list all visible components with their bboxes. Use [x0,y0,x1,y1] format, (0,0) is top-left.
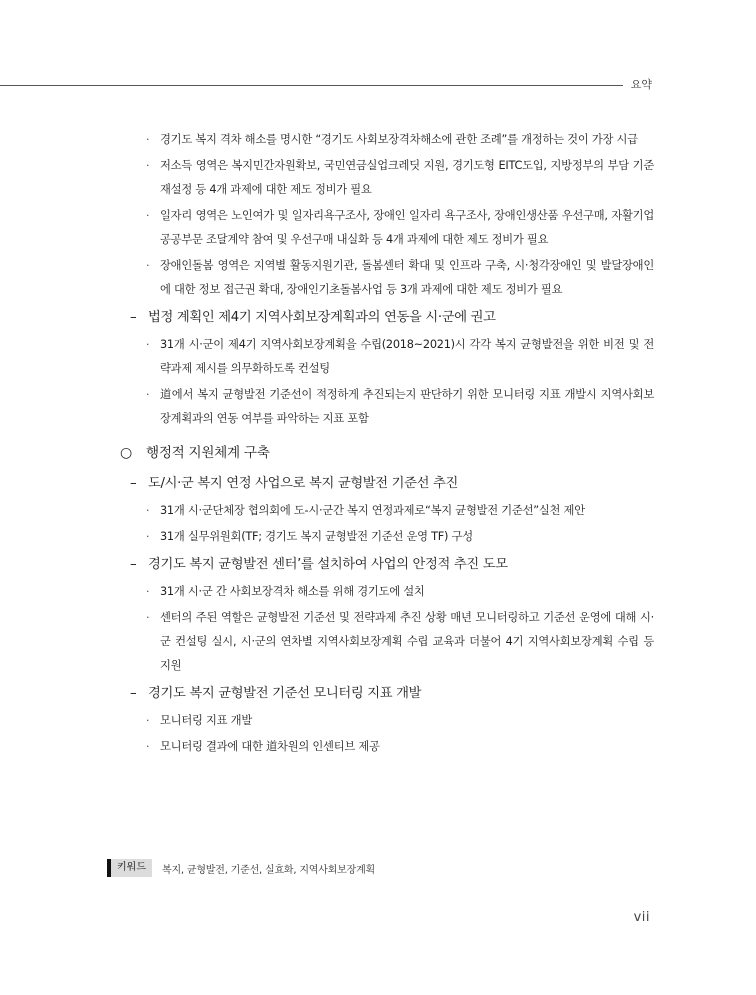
item-text: 경기도 복지 균형발전 센터’를 설치하여 사업의 안정적 추진 도모 [148,557,508,572]
header-rule [0,85,623,86]
item-text: 모니터링 지표 개발 [160,714,252,727]
item-text: 경기도 복지 격차 해소를 명시한 “경기도 사회보장격차해소에 관한 조례”를 개정하는 것이 가장 시급 [160,133,638,146]
bullet-item [120,204,654,252]
item-text: 31개 시·군단체장 협의회에 도-시·군간 복지 연정과제로“복지 균형발전 기준선”실천 제안 [160,504,585,517]
bullet-marker: · [146,714,150,727]
bullet-marker: · [146,611,150,624]
item-text: 31개 실무위원회(TF; 경기도 복지 균형발전 기준선 운영 TF) 구성 [160,530,473,543]
dash-marker: – [130,310,137,325]
bullet-marker: · [146,259,150,272]
item-text: 저소득 영역은 복지민간자원확보, 국민연금실업크레딧 지원, 경기도형 EITC도입, 지방정부의 부담 기준 재설정 등 4개 과제에 대한 제도 정비가 필요 [160,159,654,196]
item-text: 모니터링 결과에 대한 道차원의 인센티브 제공 [160,740,380,753]
item-text: 경기도 복지 균형발전 기준선 모니터링 지표 개발 [148,686,422,701]
item-text: 장애인돌봄 영역은 지역별 활동지원기관, 돌봄센터 확대 및 인프라 구축, 시·청각장애인 및 발달장애인에 대한 정보 접근권 확대, 장애인기초돌봄사업 등 3개 과제에 대한 제도 정비가 필요 [160,259,654,296]
bullet-marker: · [146,504,150,517]
dash-item [120,304,654,331]
bullet-item [120,333,654,381]
summary-content [120,128,654,761]
item-text: 센터의 주된 역할은 균형발전 기준선 및 전략과제 추진 상황 매년 모니터링하고 기준선 운영에 대해 시·군 컨설팅 실시, 시·군의 연차별 지역사회보장계획 수립 교육과 더불어 4기 지역사회보장계획 수립 등 지원 [160,611,654,672]
bullet-marker: · [146,209,150,222]
bullet-item [120,580,654,604]
bullet-item [120,499,654,523]
bullet-marker: · [146,159,150,172]
item-text: 법정 계획인 제4기 지역사회보장계획과의 연동을 시·군에 권고 [148,310,496,325]
dash-marker: – [130,557,137,572]
dash-item [120,680,654,707]
bullet-item [120,606,654,678]
dash-item [120,470,654,497]
keyword-list: 복지, 균형발전, 기준선, 실효화, 지역사회보장계획 [161,864,376,876]
item-text: 도/시·군 복지 연정 사업으로 복지 균형발전 기준선 추진 [148,476,459,491]
dash-marker: – [130,686,137,701]
bullet-item [120,383,654,431]
bullet-marker: · [146,530,150,543]
item-text: 31개 시·군이 제4기 지역사회보장계획을 수립(2018~2021)시 각각 복지 균형발전을 위한 비전 및 전략과제 제시를 의무화하도록 컨설팅 [160,338,654,375]
bullet-marker: · [146,740,150,753]
bullet-item [120,154,654,202]
bullet-marker: · [146,133,150,146]
dash-item [120,551,654,578]
item-text: 일자리 영역은 노인여가 및 일자리욕구조사, 장애인 일자리 욕구조사, 장애인생산품 우선구매, 자활기업 공공부문 조달계약 참여 및 우선구매 내실화 등 4개 과제에 대한 제도 정비가 필요 [160,209,654,246]
circle-marker: ○ [120,445,132,461]
dash-marker: – [130,476,137,491]
bullet-marker: · [146,338,150,351]
bullet-item [120,128,654,152]
section-heading [120,439,654,468]
bullet-item [120,525,654,549]
item-text: 31개 시·군 간 사회보장격차 해소를 위해 경기도에 설치 [160,585,425,598]
keyword-tag: 키워드 [107,859,152,877]
page-number: vii [633,910,650,925]
bullet-item [120,735,654,759]
section-label: 요약 [630,78,652,91]
bullet-item [120,709,654,733]
keyword-bar [107,859,375,877]
item-text: 행정적 지원체계 구축 [146,445,270,461]
bullet-marker: · [146,388,150,401]
bullet-marker: · [146,585,150,598]
bullet-item [120,254,654,302]
item-text: 道에서 복지 균형발전 기준선이 적정하게 추진되는지 판단하기 위한 모니터링 지표 개발시 지역사회보장계획과의 연동 여부를 파악하는 지표 포함 [160,388,654,425]
